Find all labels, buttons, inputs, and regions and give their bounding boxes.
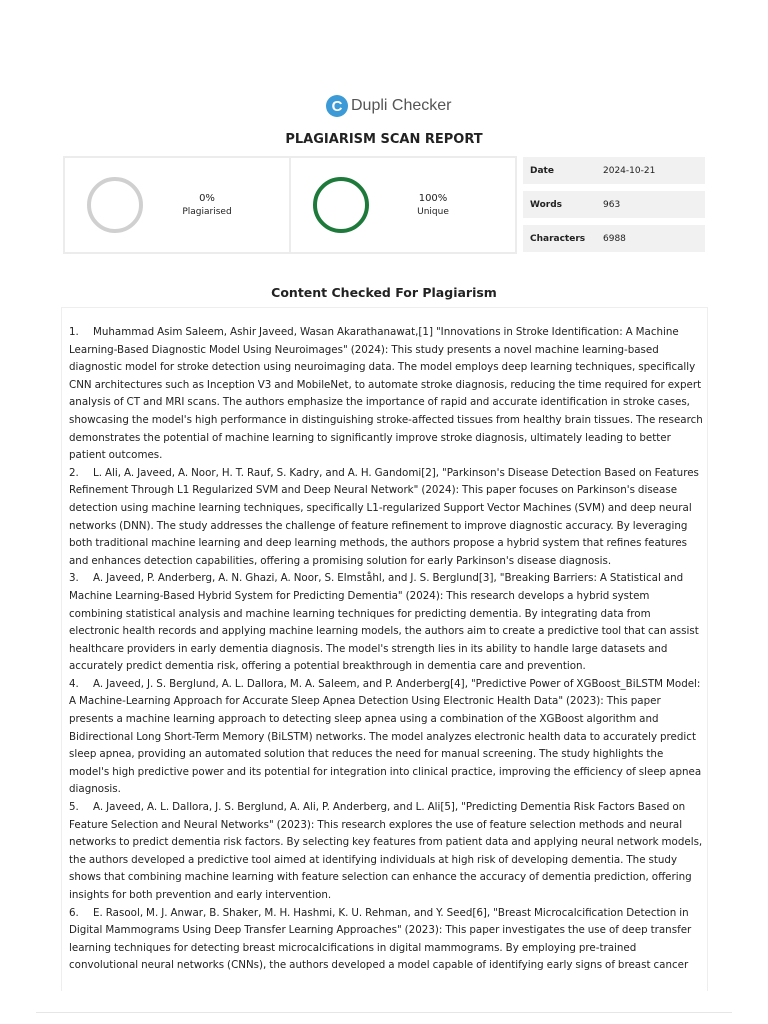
plagiarised-stat <box>143 192 271 218</box>
reference-number: 4. <box>69 677 79 690</box>
meta-key: Date <box>530 165 554 176</box>
plagiarised-label: Plagiarised <box>182 207 232 217</box>
meta-value: 6988 <box>603 233 626 244</box>
plagiarised-percent: 0% <box>199 193 215 204</box>
reference-number: 5. <box>69 801 79 814</box>
checked-content-box <box>61 307 708 991</box>
reference-text: A. Javeed, A. L. Dallora, J. S. Berglund, A. Ali, P. Anderberg, and L. Ali[5], "Predicting Dementia Risk Factors Based on Feature Selection and Neural Networks" (2023): This research explores the use of feature selection methods and neural networks to predict dementia risk factors. By selecting key features from patient data and applying neural network models, the authors developed a predictive tool aimed at identifying individuals at high risk of developing dementia. The study shows that combining machine learning with feature selection can enhance the accuracy of dementia prediction, offering insights for both prevention and early intervention. <box>69 801 703 901</box>
scan-summary <box>63 156 517 254</box>
checked-content-text <box>69 324 703 975</box>
meta-key: Characters <box>530 233 586 244</box>
reference-number: 2. <box>69 466 79 479</box>
reference-number: 1. <box>69 326 79 338</box>
meta-key: Words <box>530 199 563 210</box>
meta-row-words <box>523 191 705 218</box>
unique-stat <box>369 192 497 218</box>
reference-paragraph <box>69 570 703 676</box>
unique-ring-icon <box>313 177 369 233</box>
unique-panel <box>289 158 515 252</box>
plagiarised-ring-icon <box>87 177 143 233</box>
meta-value: 963 <box>603 199 621 210</box>
reference-paragraph <box>69 676 703 799</box>
report-meta-table <box>523 157 705 259</box>
unique-percent: 100% <box>418 193 448 204</box>
reference-text: E. Rasool, M. J. Anwar, B. Shaker, M. H. Hashmi, K. U. Rehman, and Y. Seed[6], "Breast Microcalcification Detection in Digital Mammograms Using Deep Transfer Learning Approaches" (2023): This paper investigates the use of deep transfer learning techniques for detecting breast microcalcifications in digital mammograms. By employing pre-trained convolutional neural networks (CNNs), the authors developed a model capable of identifying early signs of breast cancer <box>69 906 692 972</box>
reference-paragraph <box>69 324 703 465</box>
report-title: PLAGIARISM SCAN REPORT <box>285 132 483 147</box>
meta-row-characters <box>523 225 705 252</box>
reference-paragraph <box>69 905 703 975</box>
logo-c-icon: C <box>326 95 348 117</box>
reference-text: Muhammad Asim Saleem, Ashir Javeed, Wasan Akarathanawat,[1] "Innovations in Stroke Identification: A Machine Learning-Based Diagnostic Model Using Neuroimages" (2024): This study presents a novel machine learning-based diagnostic model for stroke detection using neuroimaging data. The model employs deep learning techniques, specifically CNN architectures such as Inception V3 and MobileNet, to automate stroke diagnosis, reducing the time required for expert analysis of CT and MRI scans. The authors emphasize the importance of rapid and accurate identification in stroke cases, showcasing the model's high performance in distinguishing stroke-affected tissues from healthy brain tissues. The research demonstrates the potential of machine learning to significantly improve stroke diagnosis, ultimately leading to better patient outcomes. <box>69 326 703 462</box>
reference-paragraph <box>69 465 703 571</box>
section-title: Content Checked For Plagiarism <box>271 285 497 300</box>
plagiarised-panel <box>65 158 289 252</box>
dupli-checker-logo <box>326 95 451 117</box>
meta-row-date <box>523 157 705 184</box>
logo-text: Dupli Checker <box>351 97 452 114</box>
unique-label: Unique <box>417 207 449 217</box>
meta-value: 2024-10-21 <box>603 165 656 176</box>
page-divider <box>36 1012 732 1013</box>
reference-text: A. Javeed, J. S. Berglund, A. L. Dallora, M. A. Saleem, and P. Anderberg[4], "Predictive Power of XGBoost_BiLSTM Model: A Machine-Learning Approach for Accurate Sleep Apnea Detection Using Electronic Health Data" (2023): This paper presents a machine learning approach to detecting sleep apnea using a combination of the XGBoost algorithm and Bidirectional Long Short-Term Memory (BiLSTM) networks. The model analyzes electronic health data to accurately predict sleep apnea, providing an automated solution that reduces the need for manual screening. The study highlights the model's high predictive power and its potential for integration into clinical practice, improving the efficiency of sleep apnea diagnosis. <box>69 677 702 796</box>
reference-text: L. Ali, A. Javeed, A. Noor, H. T. Rauf, S. Kadry, and A. H. Gandomi[2], "Parkinson's Disease Detection Based on Features Refinement Through L1 Regularized SVM and Deep Neural Network" (2024): This paper focuses on Parkinson's disease detection using machine learning techniques, specifically L1-regularized Support Vector Machines (SVM) and deep neural networks (DNN). The study addresses the challenge of feature refinement to improve diagnostic accuracy. By leveraging both traditional machine learning and deep learning methods, the authors propose a hybrid system that refines features and enhances detection capabilities, offering a promising solution for early Parkinson's disease diagnosis. <box>69 466 699 567</box>
reference-number: 6. <box>69 906 79 919</box>
reference-text: A. Javeed, P. Anderberg, A. N. Ghazi, A. Noor, S. Elmståhl, and J. S. Berglund[3], "Breaking Barriers: A Statistical and Machine Learning-Based Hybrid System for Predicting Dementia" (2024): This research develops a hybrid system combining statistical analysis and machine learning techniques for predicting dementia. By integrating data from electronic health records and applying machine learning models, the authors aim to create a predictive tool that can assist healthcare providers in early dementia diagnosis. The model's strength lies in its ability to handle large datasets and accurately predict dementia risk, offering a potential breakthrough in dementia care and prevention. <box>69 572 699 673</box>
reference-number: 3. <box>69 572 79 585</box>
reference-paragraph <box>69 799 703 905</box>
